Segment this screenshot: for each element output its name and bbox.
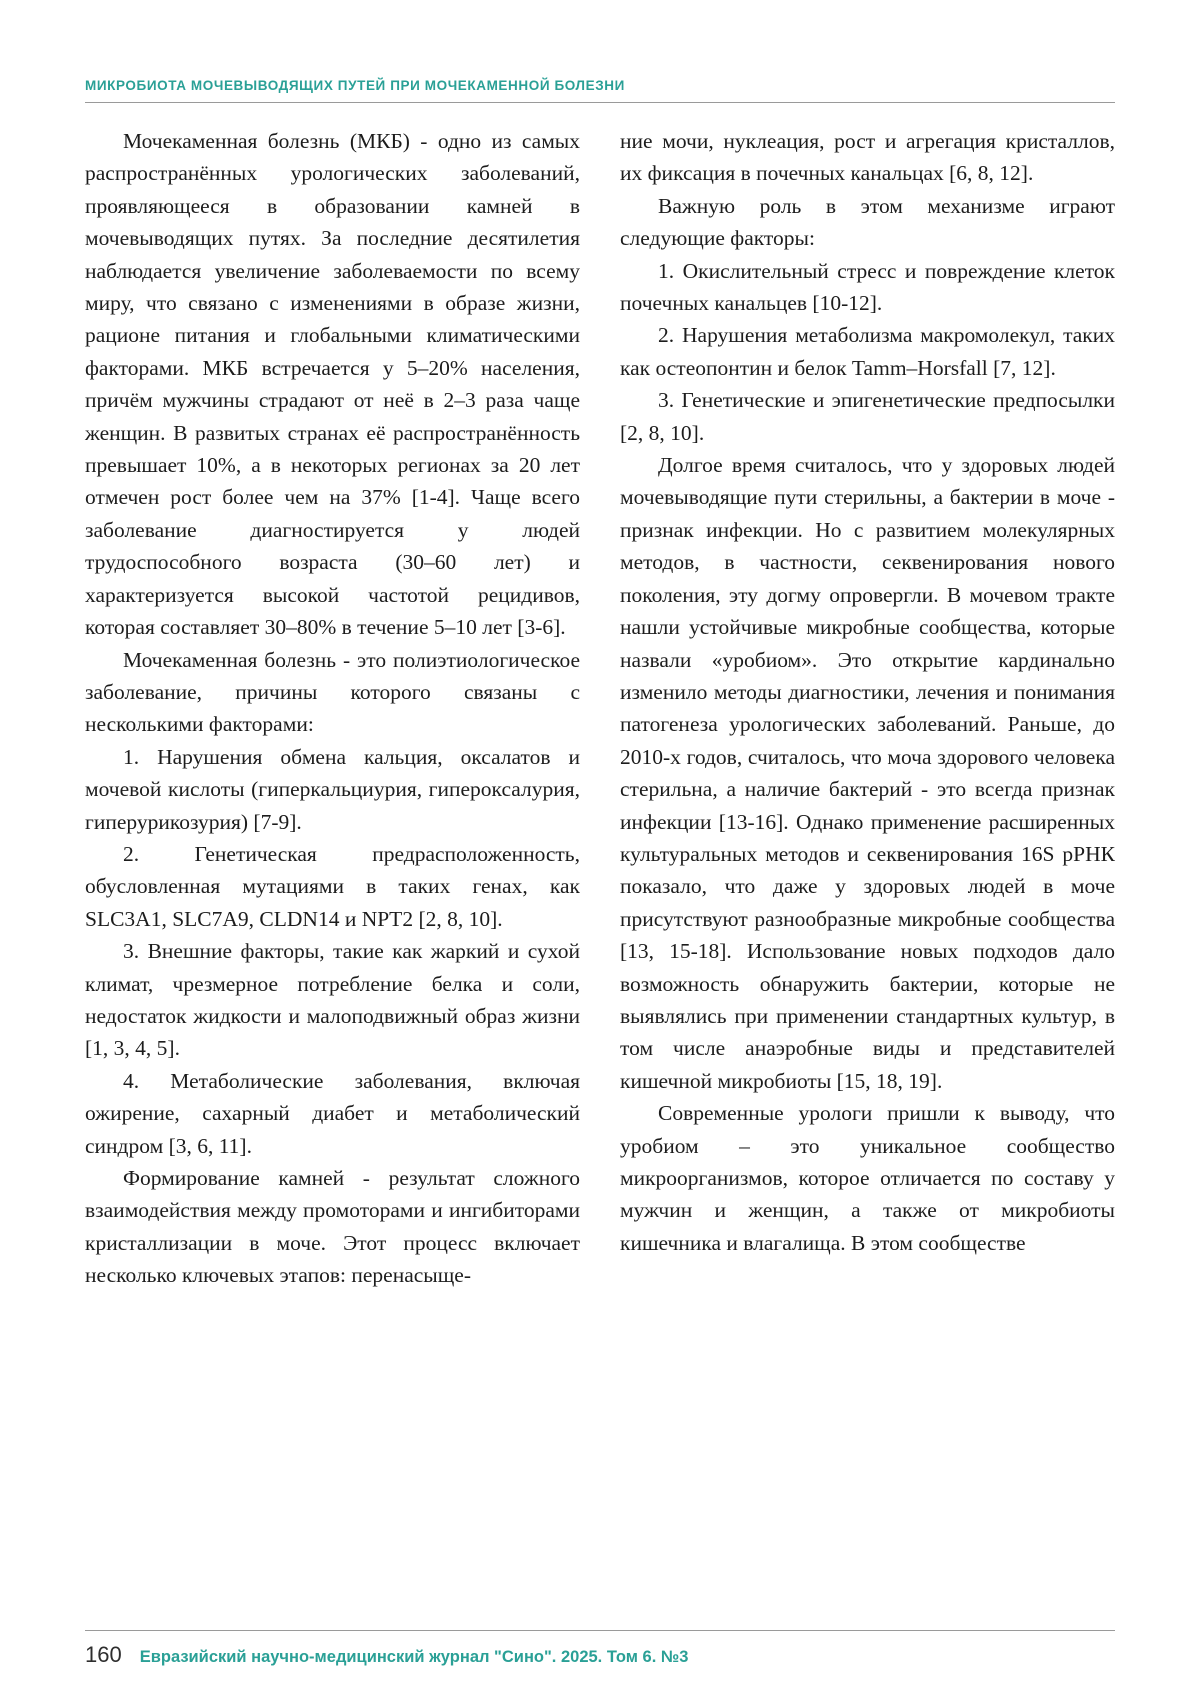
- list-item-paragraph: 3. Внешние факторы, такие как жаркий и сухой климат, чрезмерное потребление белка и соли, недостаток жидкости и малоподвижный образ жизни [1, 3, 4, 5].: [85, 939, 580, 1061]
- list-item-paragraph: 4. Метаболические заболевания, включая ожирение, сахарный диабет и метаболический синдром [3, 6, 11].: [85, 1068, 580, 1158]
- paragraph: Мочекаменная болезнь (МКБ) - одно из самых распространённых урологических заболеваний, проявляющееся в образовании камней в мочевыводящих путях. За последние десятилетия наблюдается увеличение заболеваемости по всему миру, что связано с изменениями в образе жизни, рационе питания и глобальными климатическими факторами. МКБ встречается у 5–20% населения, причём мужчины страдают от неё в 2–3 раза чаще женщин. В развитых странах её распространённость превышает 10%, а в некоторых регионах за 20 лет отмечен рост более чем на 37% [1-4]. Чаще всего заболевание диагностируется у людей трудоспособного возраста (30–60 лет) и характеризуется высокой частотой рецидивов, которая составляет 30–80% в течение 5–10 лет [3-6].: [85, 129, 580, 640]
- paragraph: Современные урологи пришли к выводу, что уробиом – это уникальное сообщество микроорганизмов, которое отличается по составу у мужчин и женщин, а также от микробиоты кишечника и влагалища. В этом сообществе: [620, 1101, 1115, 1255]
- article-body: [0, 103, 1200, 1292]
- paragraph-continuation: ние мочи, нуклеация, рост и агрегация кристаллов, их фиксация в почечных канальцах [6, 8, 12].: [620, 129, 1115, 186]
- left-column: [85, 125, 580, 1292]
- running-head-title: МИКРОБИОТА МОЧЕВЫВОДЯЩИХ ПУТЕЙ ПРИ МОЧЕКАМЕННОЙ БОЛЕЗНИ: [85, 78, 625, 93]
- footer-line: [85, 1642, 1115, 1668]
- list-item-paragraph: 2. Нарушения метаболизма макромолекул, таких как остеопонтин и белок Tamm–Horsfall [7, 12].: [620, 323, 1115, 380]
- journal-info: Евразийский научно-медицинский журнал "Сино". 2025. Том 6. №3: [139, 1648, 689, 1666]
- list-item-paragraph: 3. Генетические и эпигенетические предпосылки [2, 8, 10].: [620, 388, 1115, 445]
- paragraph: Формирование камней - результат сложного взаимодействия между промоторами и ингибиторами кристаллизации в моче. Этот процесс включает несколько ключевых этапов: перенасыще-: [85, 1166, 580, 1288]
- page-number: 160: [85, 1642, 122, 1667]
- paragraph: Мочекаменная болезнь - это полиэтиологическое заболевание, причины которого связаны с несколькими факторами:: [85, 647, 580, 737]
- footer-rule: [85, 1630, 1115, 1631]
- paragraph: Долгое время считалось, что у здоровых людей мочевыводящие пути стерильны, а бактерии в моче - признак инфекции. Но с развитием молекулярных методов, в частности, секвенирования нового поколения, эту догму опровергли. В мочевом тракте нашли устойчивые микробные сообщества, которые назвали «уробиом». Это открытие кардинально изменило методы диагностики, лечения и понимания патогенеза урологических заболеваний. Раньше, до 2010-х годов, считалось, что моча здорового человека стерильна, а наличие бактерий - это всегда признак инфекции [13-16]. Однако применение расширенных культуральных методов и секвенирования 16S рРНК показало, что даже у здоровых людей в моче присутствуют разнообразные микробные сообщества [13, 15-18]. Использование новых подходов дало возможность обнаружить бактерии, которые не выявлялись при применении стандартных культур, в том числе анаэробные виды и представителей кишечной микробиоты [15, 18, 19].: [620, 453, 1115, 1093]
- page-footer: [85, 1630, 1115, 1668]
- list-item-paragraph: 1. Окислительный стресс и повреждение клеток почечных канальцев [10-12].: [620, 258, 1115, 316]
- list-item-paragraph: 2. Генетическая предрасположенность, обусловленная мутациями в таких генах, как SLC3A1, SLC7A9, CLDN14 и NPT2 [2, 8, 10].: [85, 841, 580, 931]
- right-column: [620, 125, 1115, 1292]
- list-item-paragraph: 1. Нарушения обмена кальция, оксалатов и мочевой кислоты (гиперкальциурия, гипероксалурия, гиперурикозурия) [7-9].: [85, 744, 580, 834]
- running-head: [0, 0, 1200, 103]
- paragraph: Важную роль в этом механизме играют следующие факторы:: [620, 193, 1115, 251]
